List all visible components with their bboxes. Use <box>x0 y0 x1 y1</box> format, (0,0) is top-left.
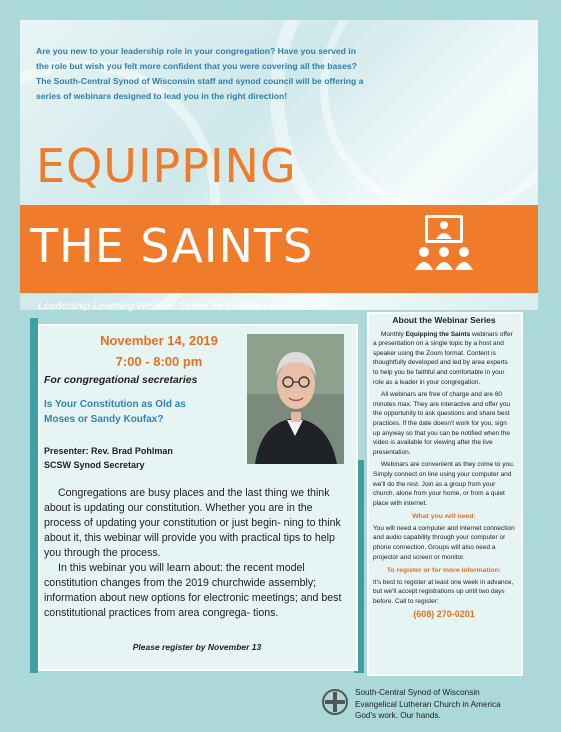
title-line-1: EQUIPPING <box>36 139 297 193</box>
phone-number: (608) 270-0201 <box>413 608 475 619</box>
footer <box>321 687 551 725</box>
accent-bar <box>30 318 38 673</box>
about-text <box>373 316 515 619</box>
event-datetime <box>84 330 234 372</box>
series-name: Equipping the Saints <box>405 330 471 338</box>
description-paragraph-1: Congregations are busy places and the last thing we think about is updating our constitution. Whether you are in the process of updating your constitution or just begin- ning to think about it, this webinar will provide you with practical tips to help you through the process. <box>44 487 341 559</box>
intro-text: Are you new to your leadership role in your congregation? Have you served in the role but wish you felt more confident that you were covering all the bases? The South-Central Synod of Wisconsin staff and synod council will be offering a series of webinars designed to lead you in the right direction! <box>36 46 364 101</box>
presenter-photo <box>247 334 344 464</box>
register-deadline: Please register by November 13 <box>132 642 262 652</box>
series-tagline: Leadership Learning Webinar Series for Faithful Leaders <box>38 300 302 312</box>
footer-text <box>355 687 501 722</box>
registration-heading: To register or for more information: <box>386 567 502 575</box>
about-heading: About the Webinar Series <box>392 315 496 325</box>
title-line-2: THE SAINTS <box>30 219 314 273</box>
elca-cross-logo <box>321 688 349 716</box>
about-paragraph-1 <box>373 330 515 388</box>
event-audience: For congregational secretaries <box>44 374 198 386</box>
presenter-role: SCSW Synod Secretary <box>44 460 145 470</box>
presenter-info <box>44 444 173 472</box>
about-paragraph-2: All webinars are free of charge and are 60 minutes max. They are interactive and offer you the opportunity to ask questions and share best practices. If the date doesn't work for you, sign up anyway so that you can be notified when the video is available for viewing after the live presentation. <box>373 391 511 456</box>
presenter-name: Presenter: Rev. Brad Pohlman <box>44 446 173 456</box>
requirements-text: You will need a computer and internet connection and audio capability through your computer or phone connection. Groups will also need a projector and screen or monitor. <box>373 524 515 561</box>
about-paragraph-3: Webinars are convenient as they come to you. Simply connect on line using your computer and we'll do the rest. Join as a group from your church, alone from your home, or from a quiet place with internet. <box>373 461 515 507</box>
webinar-presenter-icon <box>412 212 476 276</box>
about-p1-text: webinars offer a presentation on a single topic by a host and speaker using the Zoom format. Content is thoughtfully developed and led by area experts to help you be faithful and comfortable in your role as a leader in your congregation. <box>373 330 513 386</box>
about-p1-text: Monthly <box>381 330 406 338</box>
registration-text: It's best to register at least one week in advance, but we'll accept registrations up until two days before. Call to register: <box>373 578 514 606</box>
event-description <box>44 486 350 621</box>
session-title: Is Your Constitution as Old as Moses or Sandy Koufax? <box>44 399 186 425</box>
church-name: Evangelical Lutheran Church in America <box>355 699 501 709</box>
requirements-heading: What you will need: <box>412 513 476 521</box>
event-time: 7:00 - 8:00 pm <box>115 354 203 369</box>
event-date: November 14, 2019 <box>100 333 218 348</box>
description-paragraph-2: In this webinar you will learn about: the recent model constitution changes from the 2019 churchwide assembly; information about new options for electronic meetings; and best constitutional practices from area congrega- tions. <box>44 562 342 619</box>
synod-name: South-Central Synod of Wisconsin <box>355 688 480 697</box>
church-motto: God's work. Our hands. <box>355 711 441 720</box>
